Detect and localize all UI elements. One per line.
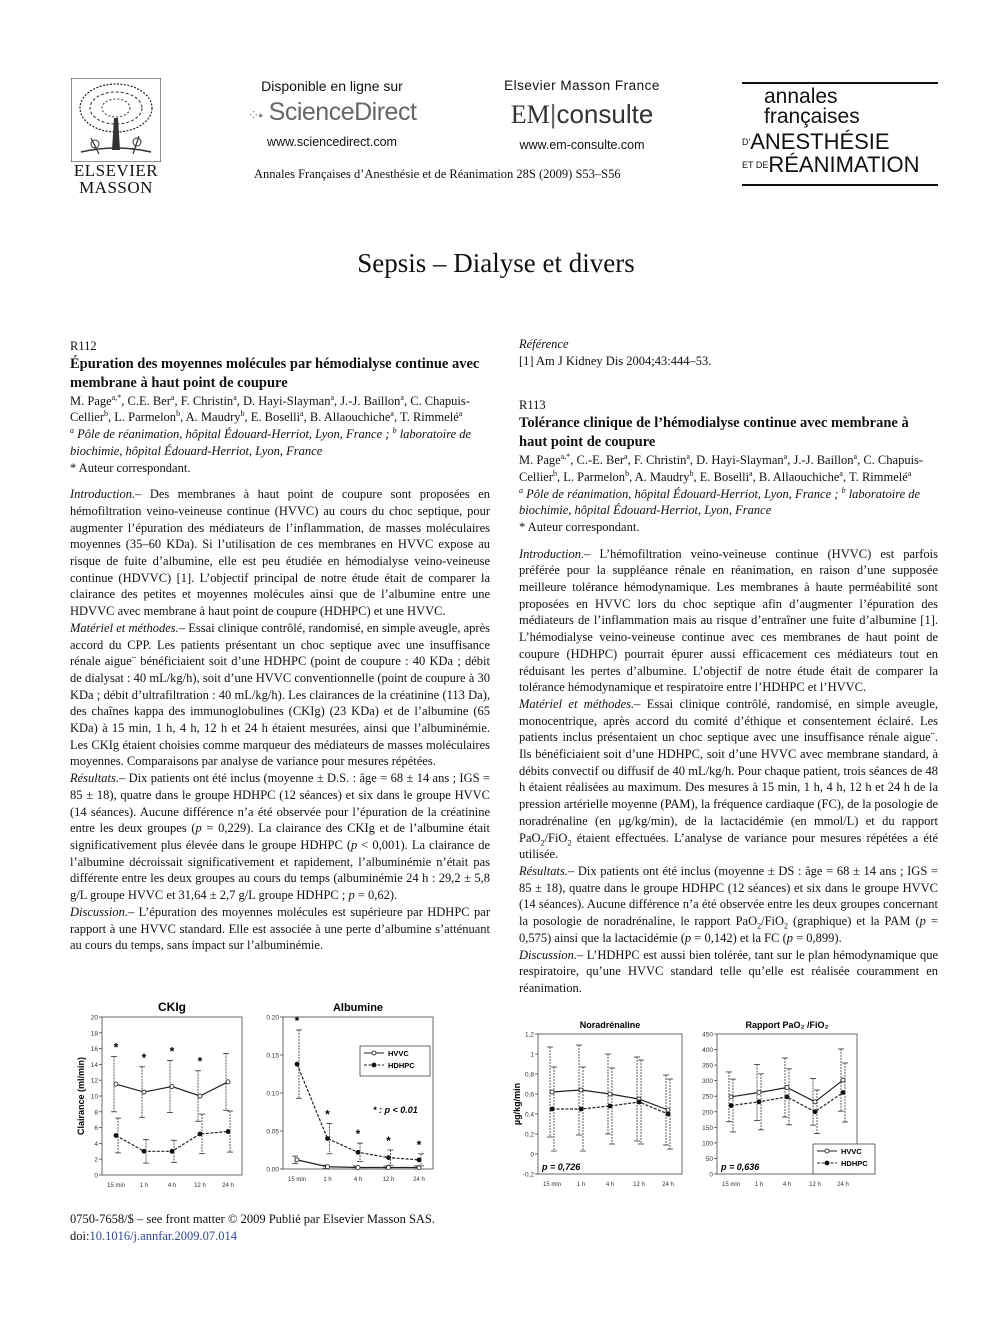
intro-text: L’hémofiltration veino-veineuse continue (HVVC) est parfois préférée pour la suppléance rénale en réanimation, en raison d’une supposée meilleure tolérance hémodynamique. Les membranes à haute perméabilité sont proposées en HVVC lors du choc septique afin d’augmenter l’épuration des médiateurs de l’inflammation mais au risque d’entraîner une fuite d’albumine [1]. L’hémodialyse veino-veineuse continue avec ces membranes de haut point de coupure (HDHPC) pourrait épurer aussi efficacement ces médiateurs tout en réduisant les pertes d’albumine. L’objectif de notre étude était de comparer la tolérance hémodynamique et respiratoire entre l’HDHPC et l’HVVC. <box>519 546 938 695</box>
data-point <box>637 1100 641 1104</box>
x-tick-label: 15 min <box>287 1177 307 1183</box>
x-tick-label: 4 h <box>167 1183 177 1189</box>
data-point <box>608 1104 612 1108</box>
doi-link[interactable]: 10.1016/j.annfar.2009.07.014 <box>89 1229 238 1243</box>
y-axis-label: µg/kg/min <box>512 1082 522 1126</box>
y-tick-label: 50 <box>705 1155 713 1163</box>
data-point <box>813 1100 817 1104</box>
doi-label: doi: <box>70 1229 90 1243</box>
data-point <box>785 1095 789 1099</box>
y-tick-label: 0.05 <box>266 1128 279 1136</box>
abstract-id: R113 <box>519 398 546 413</box>
legend-marker <box>825 1149 829 1153</box>
discussion-label: Discussion.– <box>70 904 135 919</box>
sciencedirect-logo <box>232 98 432 127</box>
y-tick-label: 0 <box>94 1172 98 1180</box>
y-tick-label: 0 <box>530 1151 534 1159</box>
p-value-label: p = 0,636 <box>721 1162 760 1172</box>
noradrenaline-chart <box>512 1020 692 1195</box>
x-tick-label: 24 h <box>837 1182 849 1188</box>
masson-wordmark: MASSON <box>79 178 153 197</box>
journal-logo-d: D' <box>742 137 751 147</box>
data-point <box>608 1092 612 1096</box>
x-tick-label: 1 h <box>754 1182 764 1188</box>
abstract-id: R112 <box>70 339 97 353</box>
sciencedirect-block <box>232 78 432 149</box>
data-point <box>387 1165 391 1169</box>
data-point <box>757 1090 761 1094</box>
x-tick-label: 15 min <box>542 1182 562 1188</box>
discussion-text: L’HDHPC est aussi bien tolérée, tant sur le plan hémodynamique que respiratoire, qu’une HVVC standard telle qu’elle est réalisée couramment en réanimation. <box>519 947 938 995</box>
data-point <box>550 1107 554 1111</box>
elsevier-wordmark: ELSEVIER <box>73 161 159 180</box>
x-tick-label: 24 h <box>662 1182 674 1188</box>
em-consulte-block <box>492 78 672 152</box>
y-tick-label: 1 <box>530 1051 534 1059</box>
intro-label: Introduction.– <box>519 546 591 561</box>
y-tick-label: 400 <box>702 1047 713 1055</box>
data-point <box>666 1112 670 1116</box>
data-point <box>198 1094 202 1098</box>
intro-text: Des membranes à haut point de coupure sont proposées en hémofiltration veino-veineuse continue (HVVC) au cours du choc septique, pour augmenter l’épuration des médiateurs de l’inflammation, de masses moléculaires moyennes (35–60 KDa). Si l’utilisation de ces membranes en HVVC expose au risque de fuite d’albumine, elle est peu étudiée en hémodialyse veino-veineuse continue (HDVVC) [1]. L’objectif principal de notre étude était de comparer la clairance des petites et moyennes molécules ainsi que de l’albumine entre une HDVVC avec membrane à haut point de coupure (HDHPC) et une HVVC. <box>70 487 490 619</box>
significance-marker: * <box>113 1040 119 1055</box>
sd-url[interactable]: www.sciencedirect.com <box>267 135 397 149</box>
abstract-authors: M. Page$^{a,*}$, C.E. Ber$^a$, F. Christin$^a$, D. Hayi-Slayman$^a$, J.-J. Baillon$^a$, C. Chapuis-Cellier$^b$, L. Parmelon$^b$, A. Maudry$^b$, E. Boselli$^a$, B. Allaouchiche$^a$, T. Rimmelé$^a$ <box>70 392 470 425</box>
sd-brand: ScienceDirect <box>268 98 417 126</box>
data-point <box>729 1104 733 1108</box>
abstract-title: Tolérance clinique de l’hémodialyse continue avec membrane à haut point de coupure <box>519 415 909 451</box>
results-text: Dix patients ont été inclus (moyenne ± D.S. : âge = 68 ± 14 ans ; IGS = 85 ± 18), quatre dans le groupe HDHPC (12 séances) et six dans le groupe HVVC (14 séances). Aucune différence n’a été observée pour l’épuration de la créatinine entre les deux groupes (p = 0,229). La clairance des CKIg et de l’albumine était significativement plus élevée dans le groupe HDHPC (p < 0,001). La clairance de l’albumine décroissait significativement et rapidement, l’albuminémie n’était pas différente entre les deux groupes au cours du temps (albuminémie 24 h : 29,2 ± 5,8 g/L groupe HVVC et 31,64 ± 2,7 g/L groupe HDHPC ; p = 0,62). <box>70 771 491 903</box>
x-tick-label: 12 h <box>809 1182 821 1188</box>
chart-title: Albumine <box>332 1002 384 1014</box>
legend-label: HDHPC <box>841 1159 868 1168</box>
y-axis-label: Clairance (ml/min) <box>76 1056 86 1136</box>
x-tick-label: 4 h <box>782 1182 792 1188</box>
em-brand-right: consulte <box>556 99 654 129</box>
data-point <box>326 1165 330 1169</box>
chart-title: CKIg <box>158 1000 186 1014</box>
y-tick-label: 8 <box>94 1109 98 1117</box>
data-point <box>417 1158 421 1162</box>
data-point <box>813 1110 817 1114</box>
data-point <box>785 1086 789 1090</box>
significance-note: * : p < 0.01 <box>373 1105 418 1115</box>
legend-marker <box>372 1051 376 1055</box>
methods-text: Essai clinique contrôlé, randomisé, en simple aveugle, monocentrique, après accord du comité d’éthique et consentement éclairé. Les patients inclus présentaient un choc septique avec une insuffisance rénale aigue¨. Ils bénéficiaient soit d’une HDHPC, soit d’une HVVC avec membrane standard, à débits convectif ou diffusif de 40 mL/kg/h. Pour chaque patient, trois séances de 48 h étaient réalisées au maximum. Des mesures à 15 min, 1 h, 4 h, 12 h et 24 h de la pression artérielle moyenne (PAM), la fréquence cardiaque (FC), de la posologie de noradrénaline (en μg/kg/min), de la lactacidémie (en mmol/L) et du rapport PaO$_2$/FiO$_2$ étaient effectuées. L’analyse de variance pour mesures répétées a été utilisée. <box>519 696 939 862</box>
journal-logo-et: ET DE <box>742 160 769 170</box>
data-point <box>841 1078 845 1082</box>
data-point <box>170 1085 174 1089</box>
intro-paragraph <box>519 546 938 696</box>
y-tick-label: -0,2 <box>522 1171 534 1179</box>
elsevier-tree-icon <box>71 78 161 162</box>
x-tick-label: 15 min <box>721 1182 741 1188</box>
data-point <box>579 1088 583 1092</box>
data-point <box>356 1150 360 1154</box>
elsevier-masson-logo <box>68 78 164 198</box>
em-publisher: Elsevier Masson France <box>504 78 660 93</box>
x-tick-label: 1 h <box>576 1182 586 1188</box>
y-tick-label: 0 <box>709 1171 713 1179</box>
x-tick-label: 12 h <box>633 1182 645 1188</box>
abstract-affiliations: $^a$ Pôle de réanimation, hôpital Édouard-Herriot, Lyon, France ; $^b$ laboratoire de biochimie, hôpital Édouard-Herriot, Lyon, France <box>519 485 921 518</box>
data-point <box>550 1090 554 1094</box>
chart-title: Noradrénaline <box>579 1020 641 1030</box>
results-paragraph <box>519 863 938 947</box>
x-tick-label: 12 h <box>382 1177 395 1183</box>
data-point <box>198 1132 202 1136</box>
results-label: Résultats.– <box>519 863 575 878</box>
corresponding-author: * Auteur correspondant. <box>70 460 191 475</box>
discussion-label: Discussion.– <box>519 947 584 962</box>
data-point <box>114 1134 118 1138</box>
data-point <box>226 1080 230 1084</box>
data-point <box>356 1165 360 1169</box>
methods-label: Matériel et méthodes.– <box>519 696 641 711</box>
em-url[interactable]: www.em-consulte.com <box>519 138 645 152</box>
journal-logo-line3: ANESTHÉSIE <box>750 129 890 154</box>
data-point <box>729 1095 733 1099</box>
legend-marker <box>825 1161 829 1165</box>
reference-item: [1] Am J Kidney Dis 2004;43:444–53. <box>519 353 712 368</box>
sciencedirect-dots-icon: ⁘• <box>247 107 263 123</box>
significance-marker: * <box>169 1044 175 1059</box>
journal-logo-line2: françaises <box>764 105 860 128</box>
y-tick-label: 0,6 <box>524 1091 534 1099</box>
results-label: Résultats.– <box>70 771 126 786</box>
y-tick-label: 0,2 <box>524 1131 534 1139</box>
y-tick-label: 18 <box>90 1030 98 1038</box>
discussion-paragraph <box>70 904 490 954</box>
y-tick-label: 300 <box>702 1078 713 1086</box>
discussion-paragraph <box>519 947 938 997</box>
right-column <box>519 336 938 997</box>
data-point <box>666 1108 670 1112</box>
abstract-authors: M. Page$^{a,*}$, C.-E. Ber$^a$, F. Christin$^a$, D. Hayi-Slayman$^a$, J.-J. Baillon$^a$, C. Chapuis-Cellier$^b$, L. Parmelon$^b$, A. Maudry$^b$, E. Boselli$^a$, B. Allaouchiche$^a$, T. Rimmelé$^a$ <box>519 451 924 484</box>
ckig-chart <box>70 1000 250 1193</box>
y-tick-label: 200 <box>702 1109 713 1117</box>
em-brand-left: EM <box>510 100 550 129</box>
journal-logo <box>742 82 938 186</box>
significance-marker: * <box>141 1050 147 1065</box>
y-tick-label: 350 <box>702 1062 713 1070</box>
sd-online-label: Disponible en ligne sur <box>261 78 403 94</box>
data-point <box>114 1082 118 1086</box>
data-point <box>326 1137 330 1141</box>
methods-paragraph <box>519 696 938 863</box>
y-tick-label: 0.20 <box>266 1014 279 1022</box>
results-text: Dix patients ont été inclus (moyenne ± DS : âge = 68 ± 14 ans ; IGS = 85 ± 18), quatre dans le groupe HDHPC (12 séances) et six dans le groupe HVVC (14 séances). Aucune différence n’a été observée entre les deux groupes concernant la posologie de noradrénaline, le rapport PaO$_2$/FiO$_2$ (graphique) et la PAM (p = 0,575) ainsi que la lactacidémie (p = 0,142) et la FC (p = 0,899). <box>519 863 938 945</box>
journal-logo-line4: RÉANIMATION <box>768 152 920 177</box>
left-column <box>70 338 490 954</box>
y-tick-label: 12 <box>90 1077 98 1085</box>
legend-marker <box>372 1063 376 1067</box>
chart-title: Rapport PaO₂ /FiO₂ <box>745 1020 829 1030</box>
abstract-title: Épuration des moyennes molécules par hémodialyse continue avec membrane à haut point de coupure <box>70 355 480 391</box>
significance-marker: * <box>294 1013 300 1028</box>
journal-citation: Annales Françaises d’Anesthésie et de Réanimation 28S (2009) S53–S56 <box>254 167 621 181</box>
y-tick-label: 10 <box>90 1093 98 1101</box>
data-point <box>841 1090 845 1094</box>
legend-label: HVVC <box>388 1049 409 1058</box>
y-tick-label: 16 <box>90 1046 98 1054</box>
y-tick-label: 450 <box>702 1031 713 1039</box>
data-point <box>579 1107 583 1111</box>
intro-label: Introduction.– <box>70 487 142 502</box>
abstract-affiliations: $^a$ Pôle de réanimation, hôpital Édouard-Herriot, Lyon, France ; $^b$ laboratoire de biochimie, hôpital Édouard-Herriot, Lyon, France <box>70 425 472 458</box>
data-point <box>170 1149 174 1153</box>
y-tick-label: 100 <box>702 1140 713 1148</box>
x-tick-label: 4 h <box>353 1177 363 1183</box>
footer <box>70 1211 435 1245</box>
data-point <box>295 1062 299 1066</box>
y-tick-label: 0.10 <box>266 1090 279 1098</box>
x-tick-label: 15 min <box>106 1183 126 1189</box>
x-tick-label: 1 h <box>139 1183 149 1189</box>
discussion-text: L’épuration des moyennes molécules est supérieure par HDHPC par rapport à une HVVC standard. Elle est associée à une perte d’albumine s’atténuant au cours du temps, sans impact sur l’albuminémie. <box>70 904 490 953</box>
y-tick-label: 20 <box>90 1014 98 1022</box>
p-value-label: p = 0,726 <box>542 1162 581 1172</box>
data-point <box>757 1100 761 1104</box>
legend-label: HDHPC <box>388 1061 415 1070</box>
intro-paragraph <box>70 486 490 620</box>
y-tick-label: 6 <box>94 1125 98 1133</box>
data-point <box>226 1130 230 1134</box>
journal-logo-line1: annales <box>764 85 838 108</box>
y-tick-label: 0,4 <box>524 1111 534 1119</box>
methods-label: Matériel et méthodes.– <box>70 620 186 635</box>
significance-marker: * <box>355 1127 361 1142</box>
y-tick-label: 250 <box>702 1093 713 1101</box>
y-tick-label: 14 <box>90 1061 98 1069</box>
y-tick-label: 2 <box>94 1156 98 1164</box>
albumine-chart <box>255 1003 445 1193</box>
section-title: Sepsis – Dialyse et divers <box>357 248 635 278</box>
y-tick-label: 0,8 <box>524 1071 534 1079</box>
results-paragraph <box>70 770 490 904</box>
y-tick-label: 150 <box>702 1124 713 1132</box>
y-tick-label: 1,2 <box>524 1031 534 1039</box>
data-point <box>142 1090 146 1094</box>
significance-marker: * <box>197 1054 203 1069</box>
x-tick-label: 4 h <box>605 1182 615 1188</box>
reference-label: Référence <box>519 337 569 351</box>
methods-text: Essai clinique contrôlé, randomisé, en simple aveugle, après accord du CPP. Les patients présentant un choc septique avec une insuffisance rénale aigue¨ bénéficiaient soit d’une HDHPC (point de coupure : 40 KDa ; débit de dialysat : 40 mL/kg/h), soit d’une HVVC conventionnelle (point de coupure à 30 KDa ; débit d’ultrafiltration : 40 mL/kg/h). Les clairances de la créatinine (113 Da), des chaînes kappa des immunoglobulines (CKIg) (23 KDa) et de l’albumine (65 KDa) à 15 min, 1 h, 4 h, 12 h et 24 h étaient mesurées, ainsi que l’albuminémie. Les CKIg étaient choisies comme marqueur des médiateurs de masses moléculaires moyennes. Comparaisons par analyse de variance pour mesures répétées. <box>70 620 491 769</box>
x-tick-label: 24 h <box>413 1177 425 1183</box>
significance-marker: * <box>386 1134 391 1148</box>
y-tick-label: 4 <box>94 1140 98 1148</box>
methods-paragraph <box>70 620 490 770</box>
x-tick-label: 1 h <box>323 1177 332 1183</box>
y-tick-label: 0.15 <box>266 1052 279 1060</box>
x-tick-label: 24 h <box>222 1183 234 1189</box>
legend-label: HVVC <box>841 1147 862 1156</box>
data-point <box>387 1156 391 1160</box>
corresponding-author: * Auteur correspondant. <box>519 519 640 534</box>
data-point <box>295 1158 299 1162</box>
data-point <box>142 1149 146 1153</box>
significance-marker: * <box>416 1137 422 1152</box>
x-tick-label: 12 h <box>194 1183 206 1189</box>
copyright-line: 0750-7658/$ – see front matter © 2009 Publié par Elsevier Masson SAS. <box>70 1212 436 1226</box>
significance-marker: * <box>325 1107 330 1122</box>
pao2-fio2-chart <box>695 1020 885 1195</box>
em-consulte-logo: EM|consulte <box>510 99 654 129</box>
plot-frame <box>283 1017 433 1169</box>
y-tick-label: 0.00 <box>266 1166 279 1174</box>
